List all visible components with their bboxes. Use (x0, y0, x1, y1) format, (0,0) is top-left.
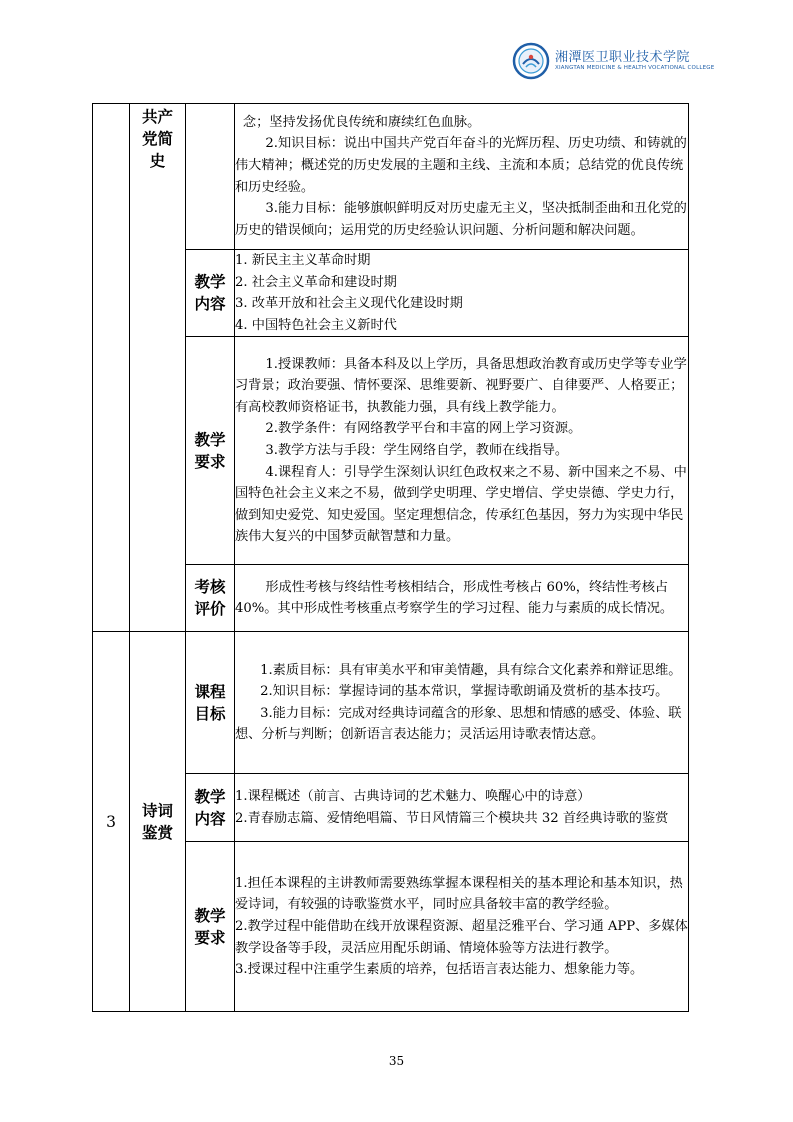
assessment-text: 形成性考核与终结性考核相结合，形成性考核占 60%，终结性考核占 40%。其中形成性考核重点考察学生的学习过程、能力与素质的成长情况。 (235, 565, 689, 632)
list-item: 4. 中国特色社会主义新时代 (235, 317, 397, 333)
list-item: 1.课程概述（前言、古典诗词的艺术魅力、唤醒心中的诗意） (235, 789, 591, 805)
label-teaching-content: 教学内容 (186, 774, 235, 842)
table-row (93, 632, 689, 774)
list-item: 4.课程育人：引导学生深刻认识红色政权来之不易、新中国来之不易、中国特色社会主义来之不易，做到学史明理、学史增信、学史崇德、学史力行，做到知史爱党、知史爱国。坚定理想信念，传承红色基因，努力为实现中华民族伟大复兴的中国梦贡献智慧和力量。 (235, 464, 687, 545)
list-item: 2. 社会主义革命和建设时期 (235, 274, 397, 290)
curriculum-table (92, 103, 689, 1012)
list-item: 3. 改革开放和社会主义现代化建设时期 (235, 296, 463, 312)
list-item: 2.教学过程中能借助在线开放课程资源、超星泛雅平台、学习通 APP、多媒体教学设备等手段，灵活应用配乐朗诵、情境体验等方法进行教学。 (235, 919, 688, 956)
list-item: 1. 新民主主义革命时期 (235, 253, 371, 268)
label-teaching-requirements: 教学要求 (186, 842, 235, 1012)
teaching-content-list (235, 774, 689, 842)
list-item: 3.授课过程中注重学生素质的培养，包括语言表达能力、想象能力等。 (235, 962, 644, 978)
list-item: 2.青春励志篇、爱情绝唱篇、节日风情篇三个模块共 32 首经典诗歌的鉴赏 (235, 810, 669, 826)
label-teaching-content: 教学内容 (186, 250, 235, 337)
goal-line: 念；坚持发扬优良传统和赓续红色血脉。 (242, 114, 481, 130)
goal-text (235, 104, 689, 250)
table-row (93, 104, 689, 250)
list-item: 1.担任本课程的主讲教师需要熟练掌握本课程相关的基本理论和基本知识，热爱诗词，有较强的诗歌鉴赏水平，同时应具备较丰富的教学经验。 (235, 875, 683, 913)
teaching-requirements-text (235, 842, 689, 1012)
course-name-party-history: 共产党简史 (130, 104, 186, 632)
course-name-poetry: 诗词鉴赏 (130, 632, 186, 1012)
list-item: 1.授课教师：具备本科及以上学历，具备思想政治教育或历史学等专业学习背景；政治要强、情怀要深、思维要新、视野要广、自律要严、人格要正；有高校教师资格证书，执教能力强，具有线上教学能力。 (235, 356, 687, 415)
course-goals-text (235, 632, 689, 774)
row-number-cell (93, 104, 130, 632)
list-item: 3.能力目标：完成对经典诗词蕴含的形象、思想和情感的感受、体验、联想、分析与判断；创新语言表达能力；灵活运用诗歌表情达意。 (235, 705, 682, 743)
list-item: 2.知识目标：掌握诗词的基本常识，掌握诗歌朗诵及赏析的基本技巧。 (260, 684, 669, 700)
logo-chinese-name: 湘潭医卫职业技术学院 (555, 50, 691, 65)
teaching-requirements-text (235, 337, 689, 565)
college-emblem-icon (512, 42, 550, 80)
list-item: 2.教学条件：有网络教学平台和丰富的网上学习资源。 (265, 421, 582, 437)
teaching-content-list (235, 250, 689, 337)
page-number: 35 (388, 1054, 405, 1068)
goal-line: 2.知识目标：说出中国共产党百年奋斗的光辉历程、历史功绩、和铸就的伟大精神；概述党的历史发展的主题和主线、主流和本质；总结党的优良传统和历史经验。 (235, 136, 687, 195)
label-assessment: 考核评价 (186, 565, 235, 632)
list-item: 3.教学方法与手段：学生网络自学，教师在线指导。 (265, 443, 569, 459)
label-course-goals: 课程目标 (186, 632, 235, 774)
goal-line: 3.能力目标：能够旗帜鲜明反对历史虚无主义，坚决抵制歪曲和丑化党的历史的错误倾向；运用党的历史经验认识问题、分析问题和解决问题。 (235, 201, 687, 238)
logo-english-name: XIANGTAN MEDICINE & HEALTH VOCATIONAL COLLEGE (555, 65, 715, 71)
label-teaching-requirements: 教学要求 (186, 337, 235, 565)
list-item: 1.素质目标：具有审美水平和审美情趣，具有综合文化素养和辩证思维。 (260, 662, 682, 678)
label-cell-goal (186, 104, 235, 250)
row-number: 3 (93, 632, 130, 1012)
college-logo (512, 42, 715, 82)
